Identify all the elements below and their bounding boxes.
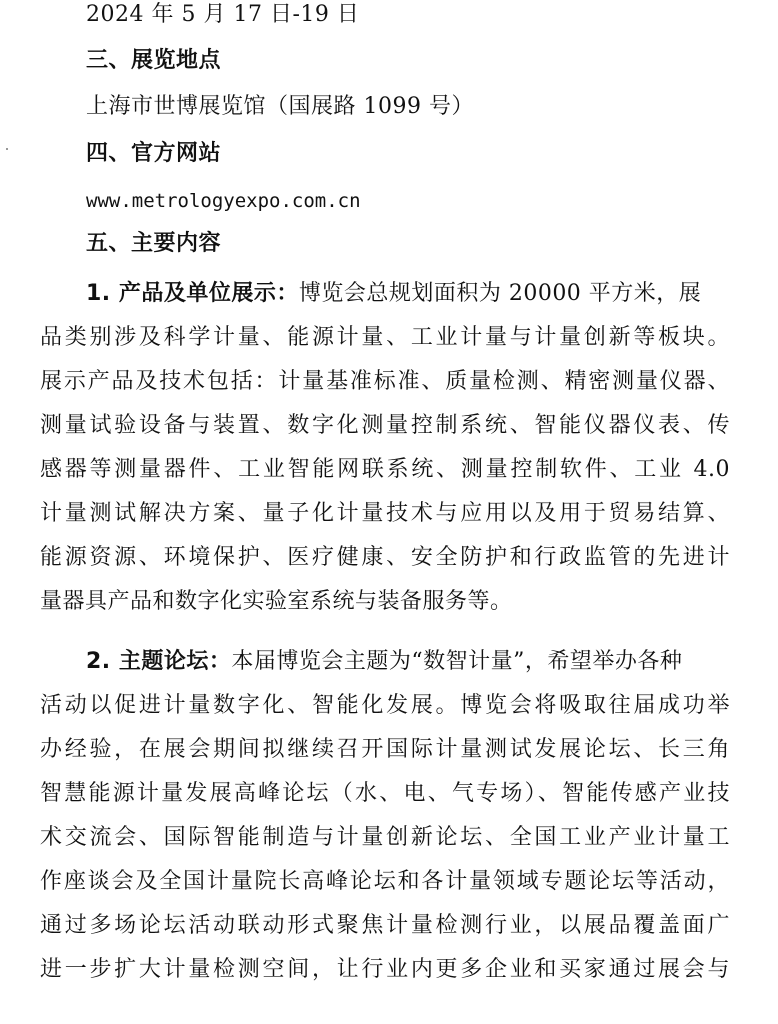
item2-first-line bbox=[86, 647, 682, 677]
item2-title: 2. 主题论坛： bbox=[86, 649, 232, 674]
item1-line-6: 能源资源、环境保护、医疗健康、安全防护和行政监管的先进计 bbox=[40, 545, 730, 570]
item2-line-6: 通过多场论坛活动联动形式聚焦计量检测行业，以展品覆盖面广 bbox=[40, 913, 730, 938]
item2-line-3: 智慧能源计量发展高峰论坛（水、电、气专场）、智能传感产业技 bbox=[40, 781, 730, 806]
item1-line-4: 感器等测量器件、工业智能网联系统、测量控制软件、工业 4.0 bbox=[40, 457, 730, 482]
date-line: 2024 年 5 月 17 日-19 日 bbox=[86, 2, 360, 27]
item2-line-5: 作座谈会及全国计量院长高峰论坛和各计量领域专题论坛等活动， bbox=[40, 869, 730, 894]
item1-first-line bbox=[86, 279, 701, 309]
item1-line-5: 计量测试解决方案、量子化计量技术与应用以及用于贸易结算、 bbox=[40, 501, 730, 526]
item2-line-7: 进一步扩大计量检测空间，让行业内更多企业和买家通过展会与 bbox=[40, 957, 730, 982]
item2-line-2: 办经验，在展会期间拟继续召开国际计量测试发展论坛、长三角 bbox=[40, 737, 730, 762]
item1-line-7: 量器具产品和数字化实验室系统与装备服务等。 bbox=[40, 589, 513, 614]
exhibition-venue: 上海市世博展览馆（国展路 1099 号） bbox=[86, 94, 474, 119]
section5-heading: 五、主要内容 bbox=[86, 231, 222, 256]
official-website: www.metrologyexpo.com.cn bbox=[86, 190, 361, 212]
section4-heading: 四、官方网站 bbox=[86, 141, 222, 166]
item2-line-1: 活动以促进计量数字化、智能化发展。博览会将吸取往届成功举 bbox=[40, 693, 730, 718]
section3-heading: 三、展览地点 bbox=[86, 48, 222, 73]
item1-line-3: 测量试验设备与装置、数字化测量控制系统、智能仪器仪表、传 bbox=[40, 413, 730, 438]
scan-speck bbox=[6, 148, 8, 150]
item1-line-0: 博览会总规划面积为 20000 平方米，展 bbox=[298, 281, 702, 306]
item1-line-1: 品类别涉及科学计量、能源计量、工业计量与计量创新等板块。 bbox=[40, 325, 730, 350]
item2-line-0: 本届博览会主题为“数智计量”，希望举办各种 bbox=[231, 649, 683, 674]
item1-title: 1. 产品及单位展示： bbox=[86, 281, 299, 306]
item2-line-4: 术交流会、国际智能制造与计量创新论坛、全国工业产业计量工 bbox=[40, 825, 730, 850]
item1-line-2: 展示产品及技术包括：计量基准标准、质量检测、精密测量仪器、 bbox=[40, 369, 730, 394]
